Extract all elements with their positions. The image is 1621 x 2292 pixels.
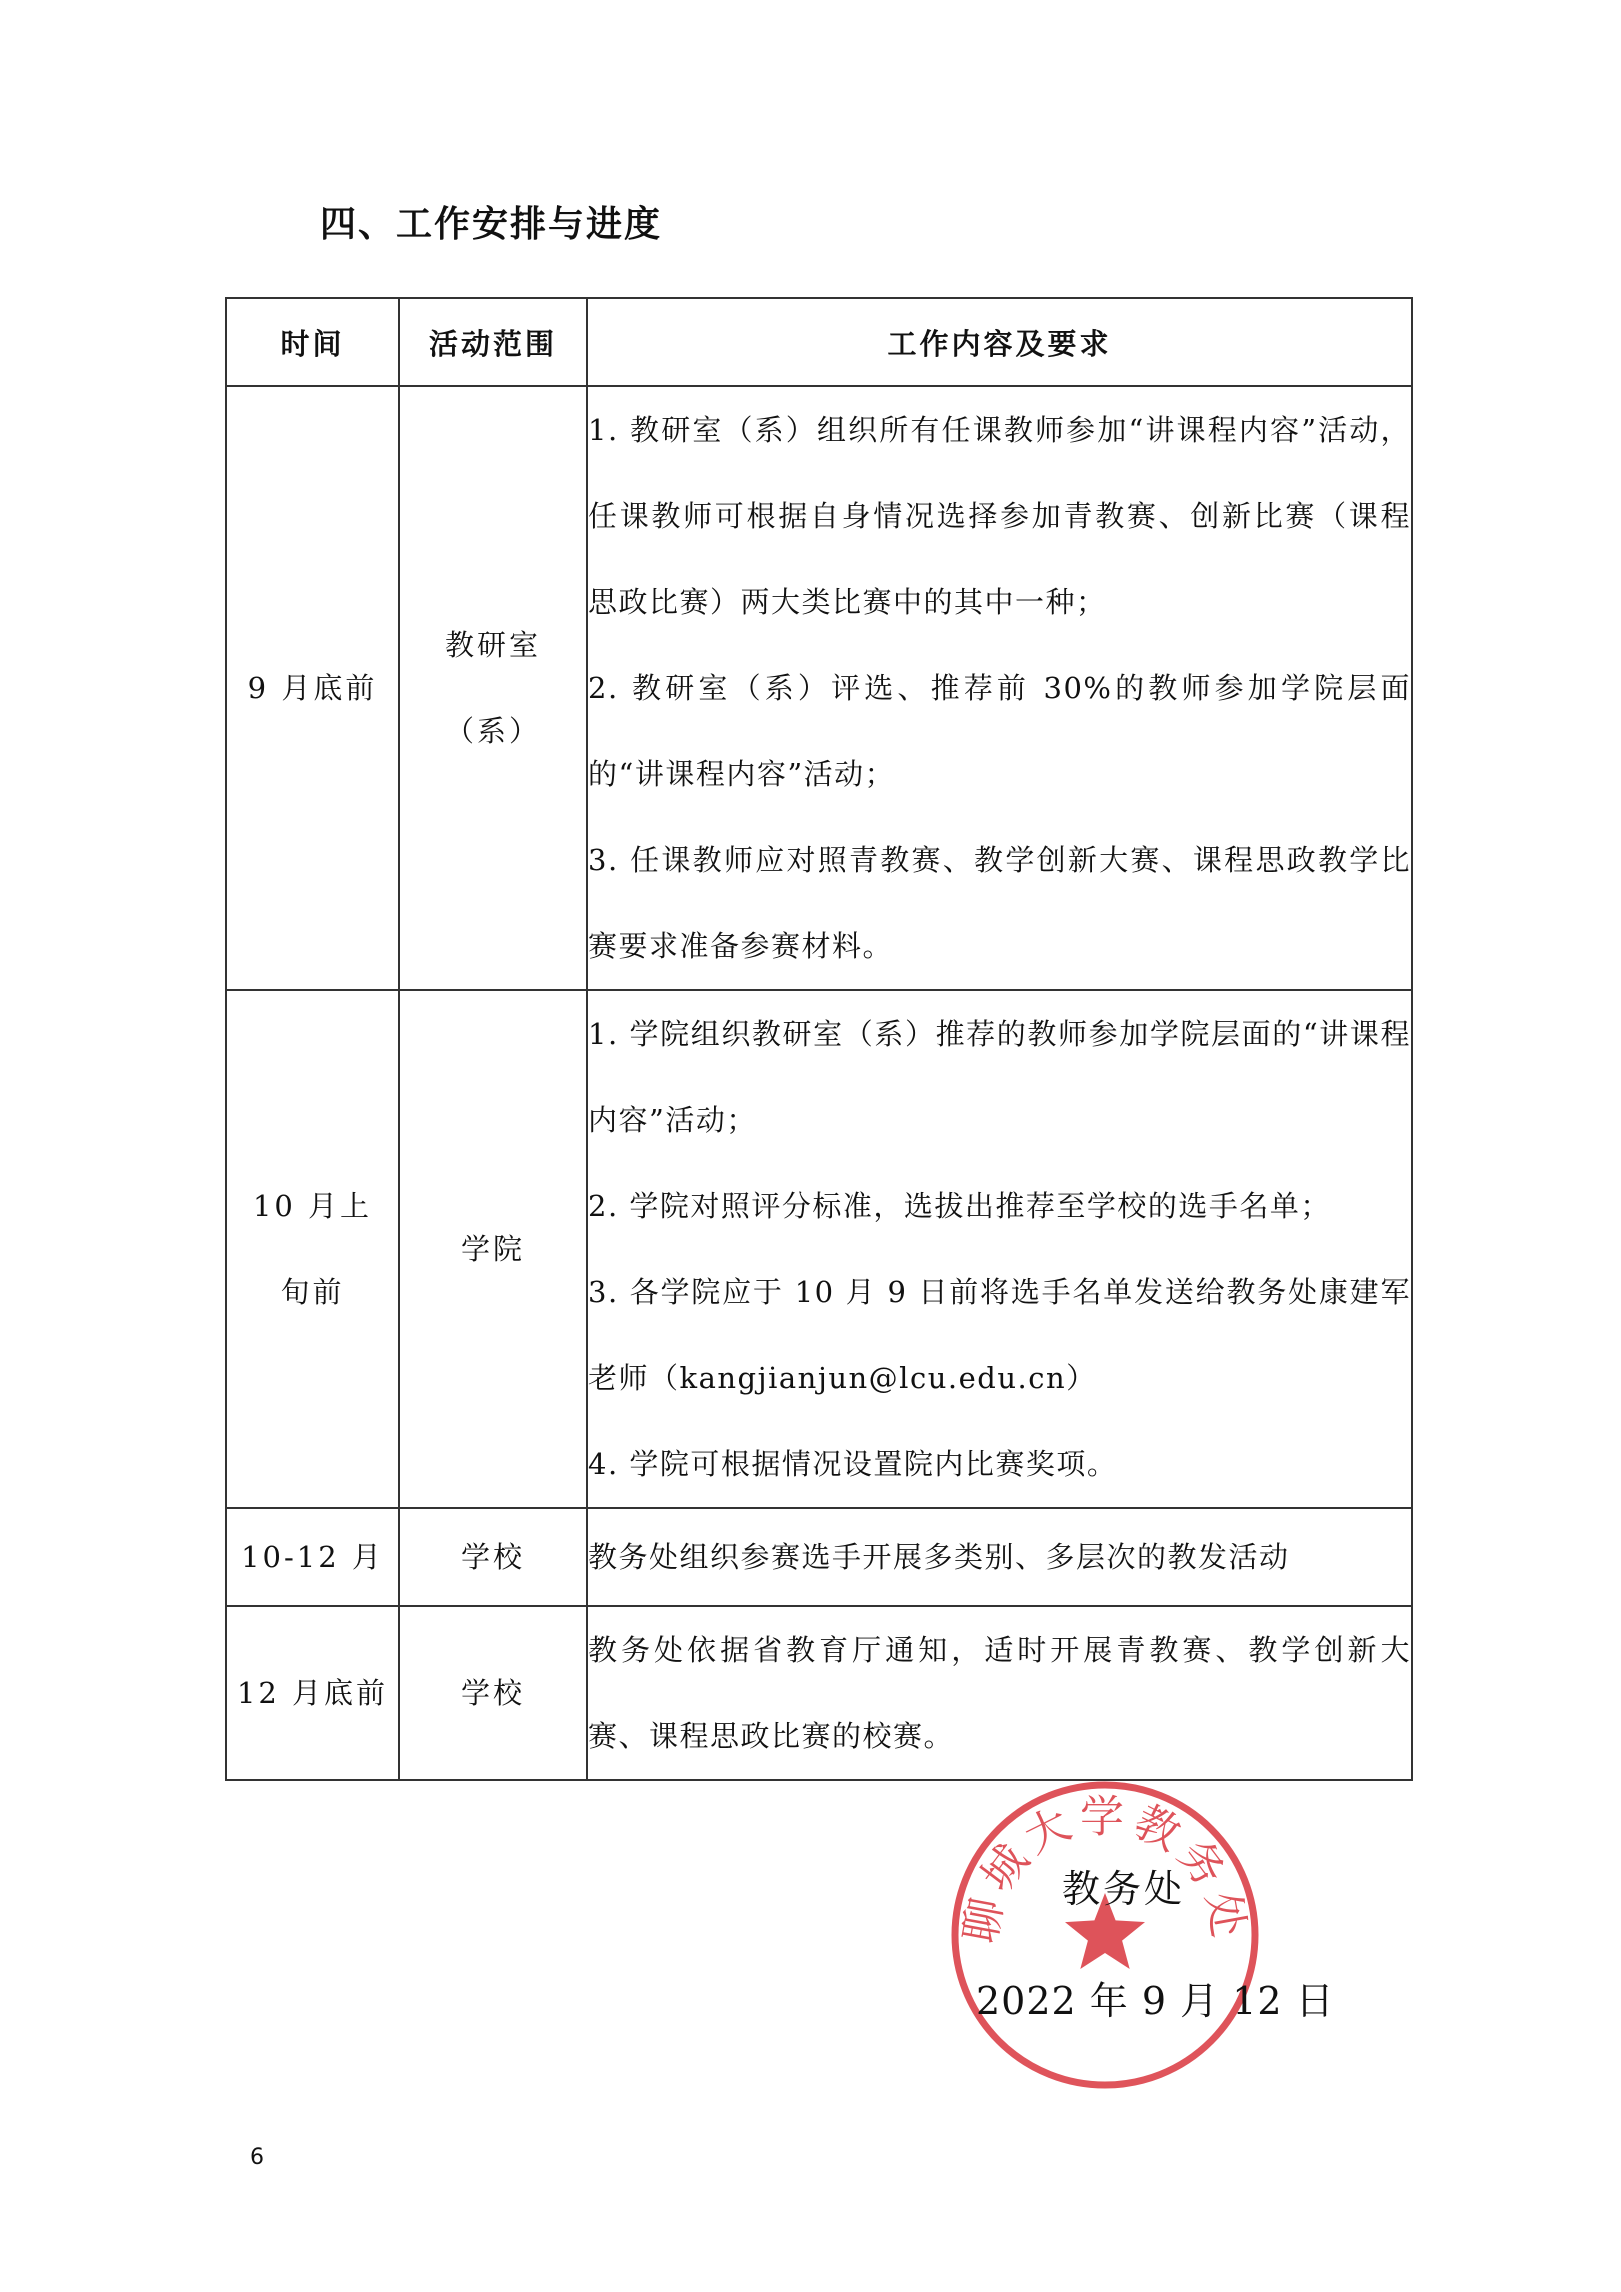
content-item: 2. 学院对照评分标准，选拔出推荐至学校的选手名单；: [588, 1189, 1331, 1223]
scope-cell: [399, 990, 587, 1508]
time-text: 10 月上旬前: [252, 1189, 373, 1309]
table-row: [226, 990, 1412, 1508]
scope-line: 学院: [460, 1232, 525, 1266]
time-cell: 9 月底前: [226, 386, 399, 990]
scope-cell: [399, 1606, 587, 1780]
content-cell: [587, 990, 1412, 1508]
signature-block: [900, 1760, 1420, 2120]
content-item: 1. 学院组织教研室（系）推荐的教师参加学院层面的“讲课程内容”活动；: [588, 1017, 1411, 1137]
table-row: [226, 1508, 1412, 1606]
content-cell: [587, 1606, 1412, 1780]
table-row: [226, 1606, 1412, 1780]
scope-cell: [399, 386, 587, 990]
content-item: 教务处组织参赛选手开展多类别、多层次的教发活动: [588, 1540, 1290, 1574]
issue-date: 2022 年 9 月 12 日: [976, 1979, 1335, 2023]
header-scope: 活动范围: [399, 298, 587, 386]
header-time: 时间: [226, 298, 399, 386]
schedule-table: [225, 297, 1413, 1781]
scope-line: 学校: [460, 1676, 525, 1710]
time-cell: 12 月底前: [226, 1606, 399, 1780]
content-item: 3. 各学院应于 10 月 9 日前将选手名单发送给教务处康建军老师（kangjianjun@lcu.edu.cn）: [588, 1275, 1411, 1395]
table-row: [226, 386, 1412, 990]
scope-line: （系）: [444, 714, 541, 748]
content-item: 教务处依据省教育厅通知，适时开展青教赛、教学创新大赛、课程思政比赛的校赛。: [588, 1633, 1411, 1753]
content-cell: [587, 1508, 1412, 1606]
section-heading: 四、工作安排与进度: [320, 204, 663, 245]
page-number: 6: [250, 2145, 264, 2170]
official-seal-icon: [945, 1775, 1265, 2095]
scope-line: 教研室: [444, 628, 541, 662]
scope-cell: [399, 1508, 587, 1606]
time-cell: [226, 990, 399, 1508]
time-cell: 10-12 月: [226, 1508, 399, 1606]
content-item: 1. 教研室（系）组织所有任课教师参加“讲课程内容”活动，任课教师可根据自身情况选择参加青教赛、创新比赛（课程思政比赛）两大类比赛中的其中一种；: [588, 413, 1411, 619]
content-cell: [587, 386, 1412, 990]
content-item: 4. 学院可根据情况设置院内比赛奖项。: [588, 1447, 1118, 1481]
content-item: 3. 任课教师应对照青教赛、教学创新大赛、课程思政教学比赛要求准备参赛材料。: [588, 843, 1411, 963]
header-content: 工作内容及要求: [587, 298, 1412, 386]
content-item: 2. 教研室（系）评选、推荐前 30%的教师参加学院层面的“讲课程内容”活动；: [588, 671, 1411, 791]
department-name: 教务处: [1062, 1867, 1186, 1911]
table-header-row: [226, 298, 1412, 386]
svg-text:聊城大学教务处: 聊城大学教务处: [954, 1791, 1256, 1947]
scope-line: 学校: [460, 1540, 525, 1574]
